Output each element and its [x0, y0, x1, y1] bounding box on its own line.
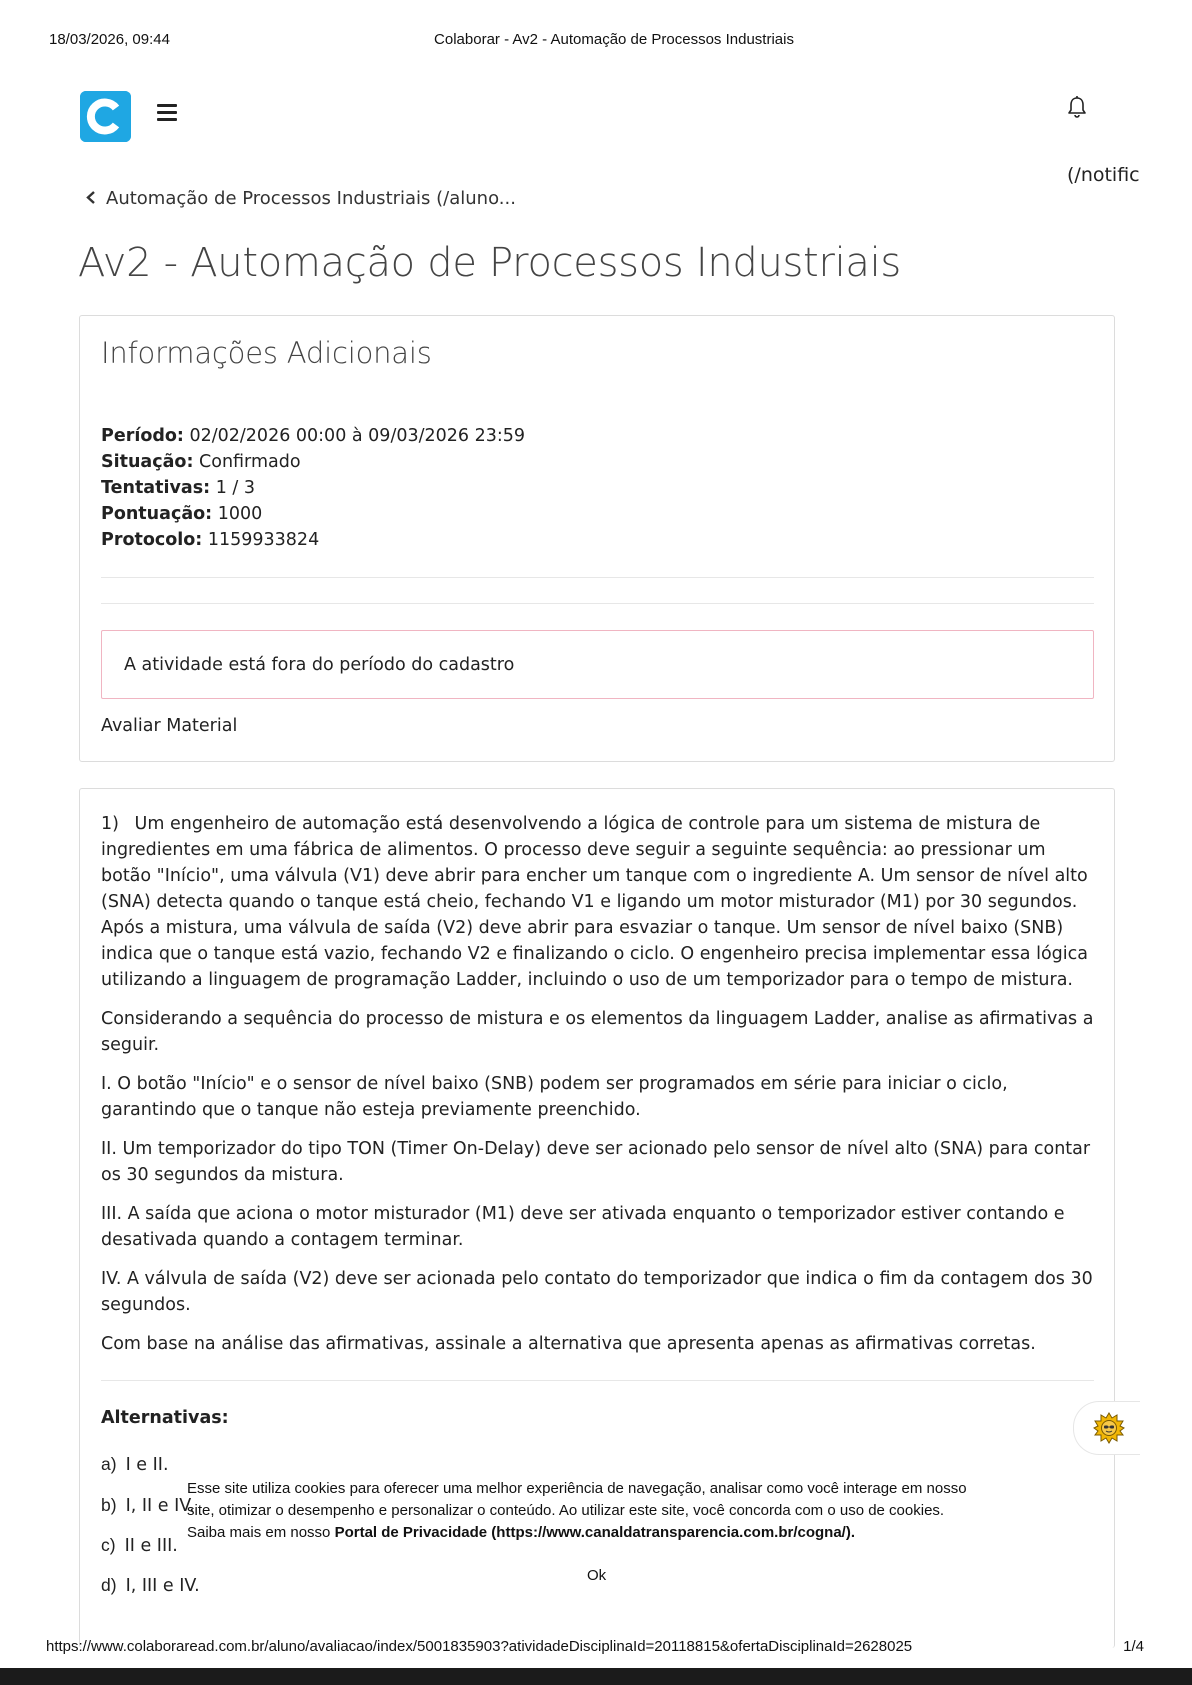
divider	[101, 603, 1094, 604]
cookie-banner	[187, 1478, 1017, 1544]
cookie-text: Saiba mais em nosso	[187, 1524, 335, 1541]
alternative-d[interactable]	[101, 1575, 200, 1596]
notifications-button[interactable]	[1066, 95, 1088, 119]
print-page-title: Colaborar - Av2 - Automação de Processos Industriais	[434, 31, 794, 48]
info-row-attempts	[101, 475, 525, 501]
info-card	[79, 315, 1115, 762]
print-datetime: 18/03/2026, 09:44	[49, 31, 170, 48]
chevron-left-icon	[86, 188, 96, 209]
alternative-text: I e II.	[125, 1455, 169, 1475]
question-paragraph: II. Um temporizador do tipo TON (Timer On-Delay) deve ser acionado pelo sensor de nível alto (SNA) para contar os 30 segundos da mistura.	[101, 1139, 1091, 1185]
hamburger-icon-bar	[157, 104, 177, 107]
info-value: Confirmado	[193, 452, 301, 472]
breadcrumb-label: Automação de Processos Industriais (/aluno...	[106, 188, 516, 209]
alternative-letter: b)	[101, 1495, 117, 1515]
cookie-text-line: site, otimizar o desempenho e personalizar o conteúdo. Ao utilizar este site, você concorda com o uso de cookies.	[187, 1502, 945, 1519]
alternative-b[interactable]	[101, 1495, 195, 1516]
question-paragraph: Com base na análise das afirmativas, assinale a alternativa que apresenta apenas as afirmativas corretas.	[101, 1334, 1036, 1354]
divider	[101, 577, 1094, 578]
alternative-letter: c)	[101, 1535, 116, 1555]
accessibility-button[interactable]	[1073, 1401, 1140, 1455]
divider	[101, 1380, 1094, 1381]
breadcrumb[interactable]	[86, 188, 516, 209]
info-label: Período:	[101, 426, 184, 446]
alternative-text: I, II e IV.	[125, 1496, 195, 1516]
info-label: Tentativas:	[101, 478, 211, 498]
alternatives-title: Alternativas:	[101, 1408, 229, 1428]
out-of-period-alert: A atividade está fora do período do cadastro	[101, 630, 1094, 699]
cookie-ok-button[interactable]: Ok	[587, 1567, 607, 1584]
info-card-title: Informações Adicionais	[101, 336, 432, 370]
info-value: 1159933824	[202, 530, 320, 550]
question-paragraph: IV. A válvula de saída (V2) deve ser acionada pelo contato do temporizador que indica o fim da contagem dos 30 segundos.	[101, 1269, 1093, 1315]
question-number: 1)	[101, 814, 119, 834]
alternative-a[interactable]	[101, 1454, 169, 1475]
privacy-portal-link[interactable]: Portal de Privacidade (https://www.canaldatransparencia.com.br/cogna/).	[334, 1524, 855, 1541]
info-label: Situação:	[101, 452, 194, 472]
info-list	[101, 423, 525, 553]
alternative-letter: a)	[101, 1454, 117, 1474]
notifications-link-text[interactable]: (/notific	[1067, 164, 1140, 186]
hamburger-icon-bar	[157, 118, 177, 121]
cookie-text-line: Esse site utiliza cookies para oferecer uma melhor experiência de navegação, analisar como você interage em nosso	[187, 1480, 967, 1497]
alternative-text: II e III.	[124, 1536, 178, 1556]
info-label: Pontuação:	[101, 504, 213, 524]
question-paragraph	[101, 811, 1096, 993]
bell-icon	[1066, 95, 1088, 119]
alternative-c[interactable]	[101, 1535, 178, 1556]
rate-material-link[interactable]: Avaliar Material	[101, 716, 238, 736]
print-url: https://www.colaboraread.com.br/aluno/avaliacao/index/5001835903?atividadeDisciplinaId=20118815&ofertaDisciplinaId=2628025	[46, 1638, 913, 1655]
menu-button[interactable]	[157, 104, 177, 121]
page-title: Av2 - Automação de Processos Industriais	[78, 240, 901, 286]
question-statement: Um engenheiro de automação está desenvolvendo a lógica de controle para um sistema de mistura de ingredientes em uma fábrica de alimentos. O processo deve seguir a seguinte sequência: ao pressionar um botão "Início", uma válvula (V1) deve abrir para encher um tanque com o ingrediente A. Um sensor de nível alto (SNA) detecta quando o tanque está cheio, fechando V1 e ligando um motor misturador (M1) por 30 segundos. Após a mistura, uma válvula de saída (V2) deve abrir para esvaziar o tanque. Um sensor de nível baixo (SNB) indica que o tanque está vazio, fechando V2 e finalizando o ciclo. O engenheiro precisa implementar essa lógica utilizando a linguagem de programação Ladder, incluindo o uso de um temporizador para o tempo de mistura.	[101, 814, 1088, 990]
info-label: Protocolo:	[101, 530, 203, 550]
alternative-text: I, III e IV.	[125, 1576, 200, 1596]
question-paragraph: I. O botão "Início" e o sensor de nível baixo (SNB) podem ser programados em série para iniciar o ciclo, garantindo que o tanque não esteja previamente preenchido.	[101, 1074, 1008, 1120]
info-value: 02/02/2026 00:00 à 09/03/2026 23:59	[183, 426, 526, 446]
info-row-protocol	[101, 527, 525, 553]
info-value: 1000	[212, 504, 263, 524]
info-row-status	[101, 449, 525, 475]
cookie-text-line	[187, 1522, 1017, 1544]
colaborar-logo[interactable]	[80, 91, 131, 142]
question-paragraph: III. A saída que aciona o motor misturador (M1) deve ser ativada enquanto o temporizador estiver contando e desativada quando a contagem terminar.	[101, 1204, 1065, 1250]
print-page-number: 1/4	[1123, 1638, 1144, 1655]
accessibility-sun-icon	[1093, 1412, 1125, 1444]
alternative-letter: d)	[101, 1575, 117, 1595]
info-row-period	[101, 423, 525, 449]
info-row-score	[101, 501, 525, 527]
bottom-bar	[0, 1668, 1192, 1685]
hamburger-icon-bar	[157, 111, 177, 114]
question-paragraph: Considerando a sequência do processo de mistura e os elementos da linguagem Ladder, analise as afirmativas a seguir.	[101, 1009, 1094, 1055]
question-body	[101, 811, 1096, 1370]
info-value: 1 / 3	[210, 478, 255, 498]
logo-c-icon	[80, 91, 131, 142]
